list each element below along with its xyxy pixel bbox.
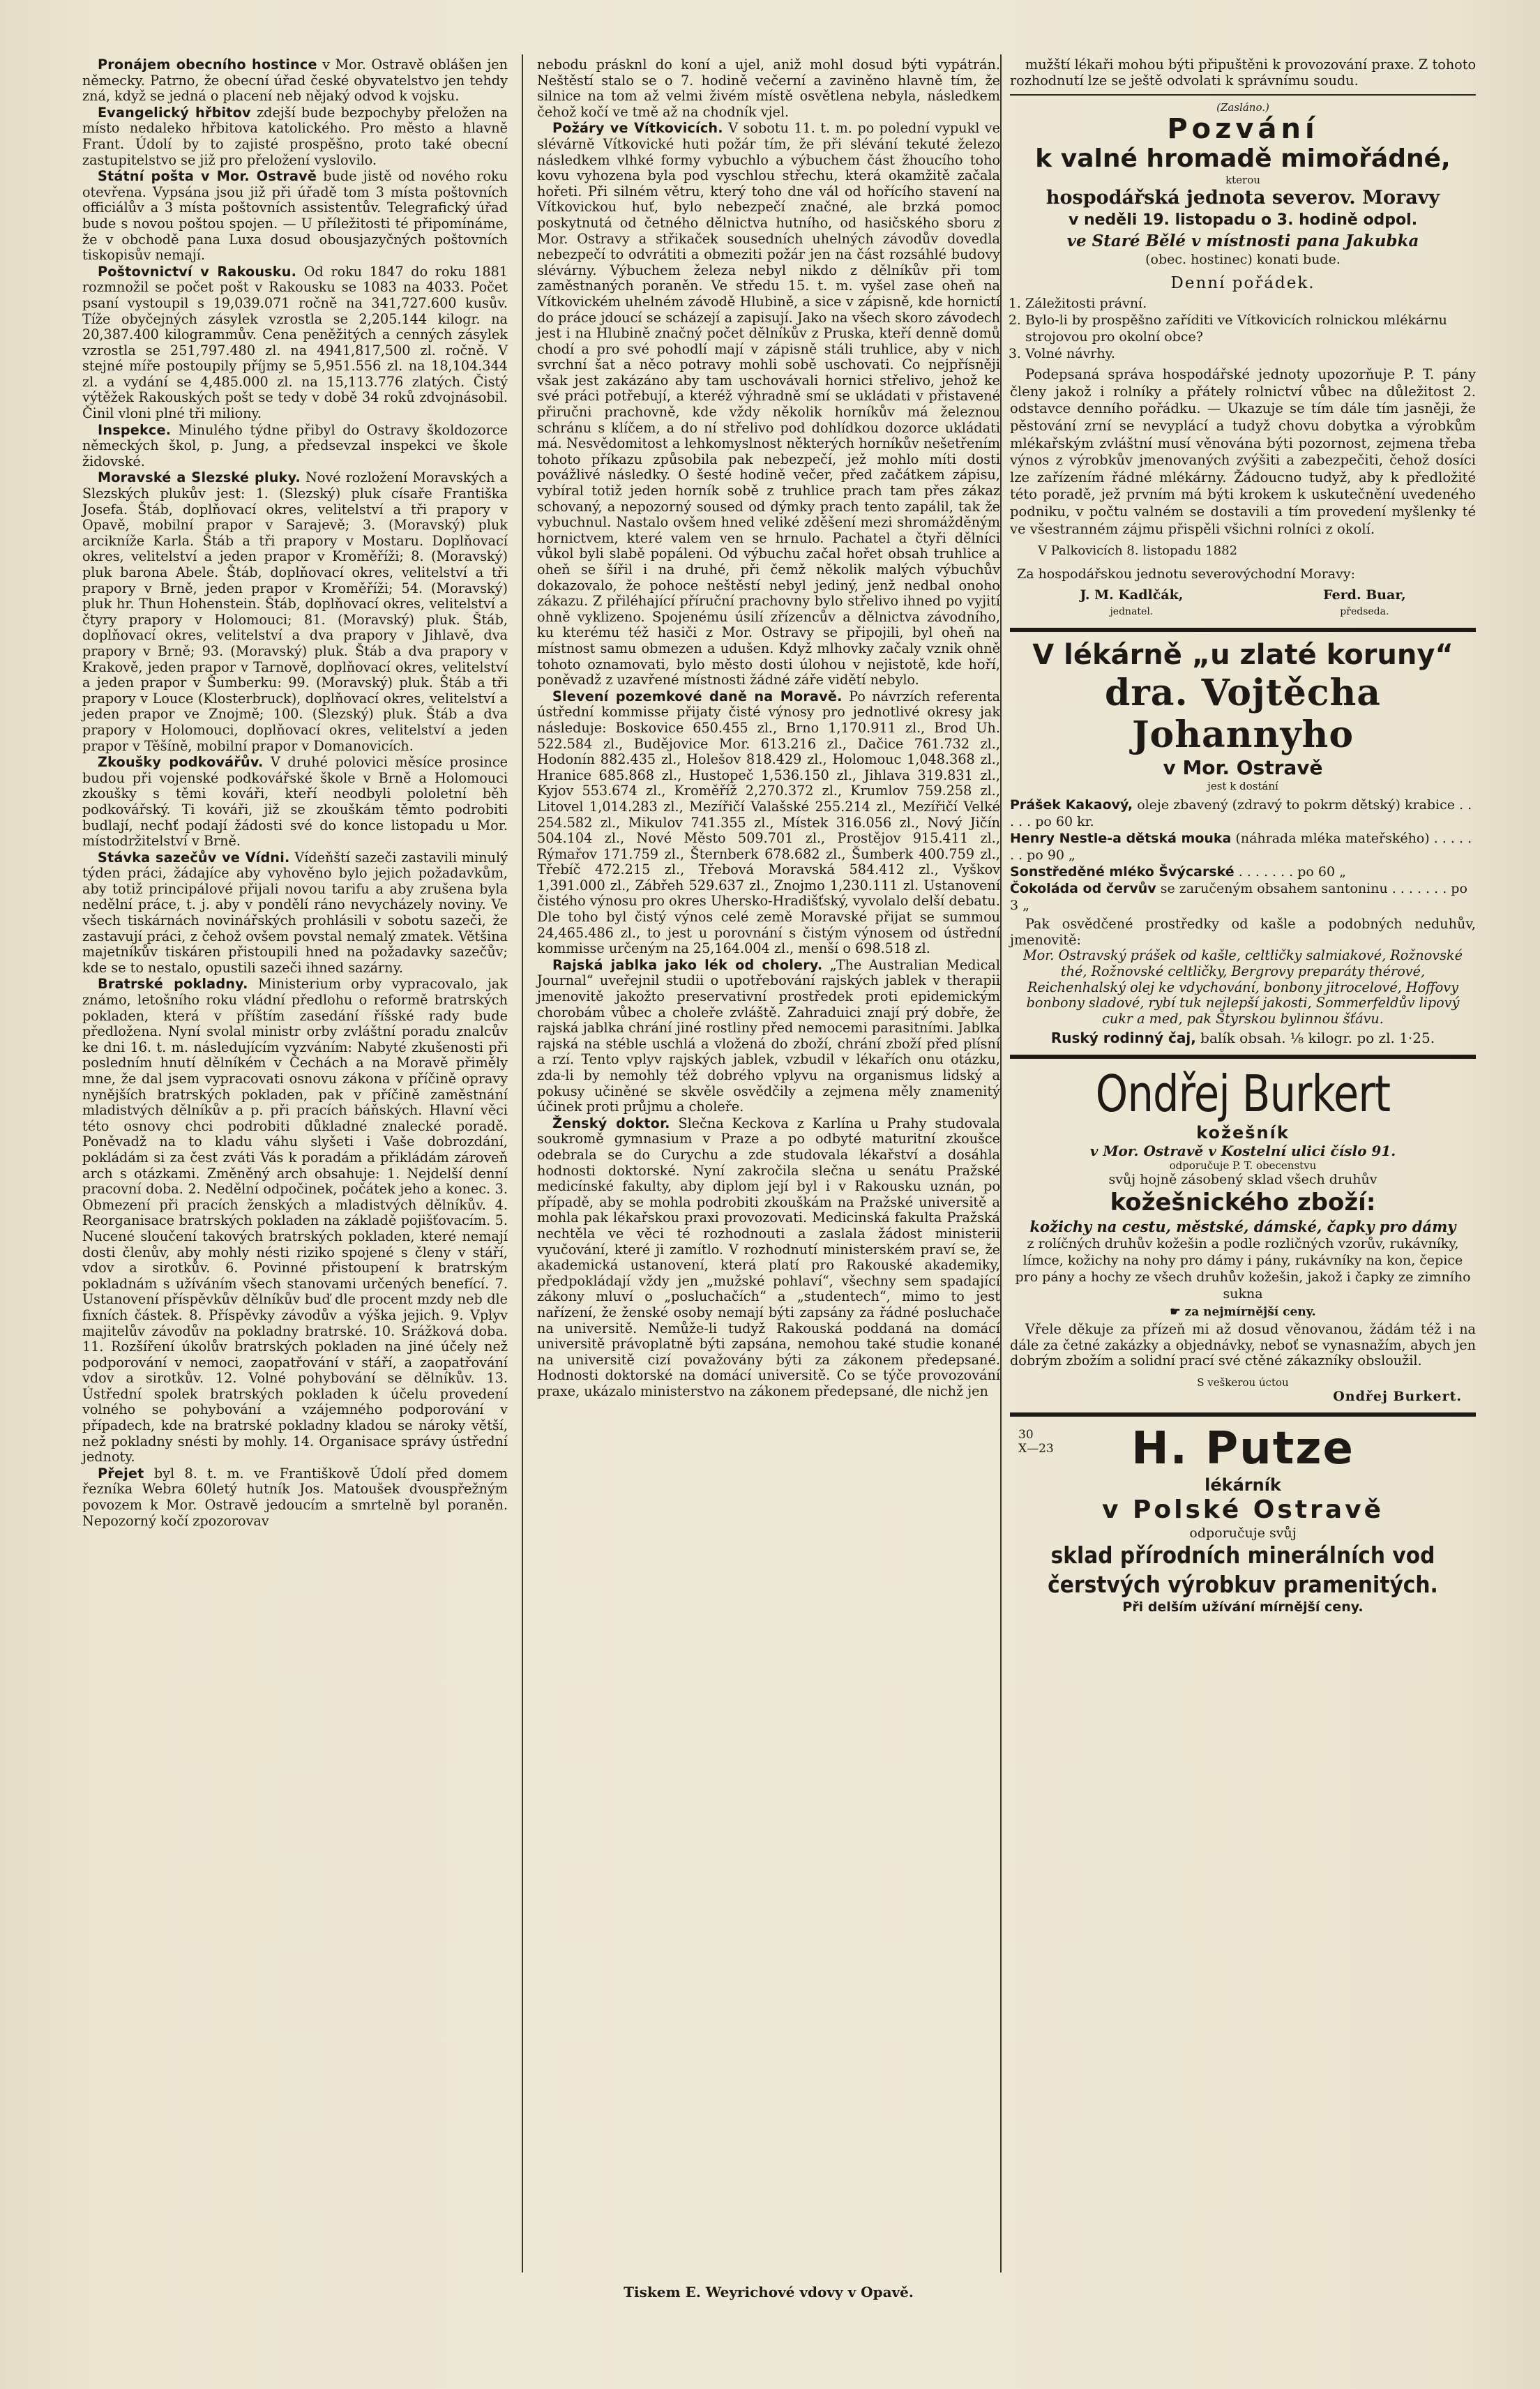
column-3 bbox=[1010, 57, 1476, 1615]
article-continuation: mužští lékaři mohou býti připuštěni k provozování praxe. Z tohoto rozhodnutí lze se ještě odvolati k správnímu soudu. bbox=[1010, 56, 1476, 89]
divider bbox=[1010, 1412, 1476, 1417]
burkert-rec: odporučuje P. T. obecenstvu bbox=[1169, 1159, 1317, 1173]
burkert-ad bbox=[1010, 1064, 1476, 1404]
article-headline: Zkoušky podkovářův. bbox=[98, 754, 264, 771]
article-body: Vídeňští sazeči zastavili minulý týden práci, žádajíce aby vyhověno bylo jejich požadavkům, aby totiž principálové přijali novou tarifu a aby zrušena byla nedělní práce, t. j. aby v pondělí ráno nevycházely noviny. Ve všech tiskárnách novinářských prohlásili v sobotu sazeči, že zastavují práci, z čehož ovšem povstal nemalý zmatek. Většina majetníkův tiskáren přistoupili hned na požadavky sazečův; kde se to nestalo, opustili sazeči ihned sazárny. bbox=[82, 849, 508, 976]
item-name: Prášek Kakaový, bbox=[1010, 797, 1133, 813]
putze-rec: odporučuje svůj bbox=[1189, 1525, 1297, 1542]
invite-org: hospodářská jednota severov. Moravy bbox=[1045, 187, 1440, 209]
pharmacy-ad bbox=[1010, 638, 1476, 1046]
article-headline: Pronájem obecního hostince bbox=[98, 56, 317, 73]
sig1-role: jednatel. bbox=[1110, 606, 1154, 618]
article bbox=[82, 1466, 508, 1529]
printer-footer: Tiskem E. Weyrichové vdovy v Opavě. bbox=[624, 2284, 914, 2300]
column-rule-1 bbox=[522, 54, 523, 2273]
article-body: Ministerium orby vypracovalo, jak známo, letošního roku vládní předlohu o reformě bratrských pokladen, která v příštím zasedání říšské rady bude předložena. Nyní svolal ministr orby zvláštní poradu znalcův ke dni 16. t. m. následujícím vyzváním: Nabyté zkušenosti při posledním hnutí dělníkém v Čechách a na Moravě přiměly mne, že dal jsem vypracovati osnovu zákona v příčině opravy nynějších bratrských pokladen, pak v příčině zaměstnání mladistvých dělníkův a p. při pracích báňských. Hlavní věci této osnovy chci podrobiti důkladné znalecké poradě. Poněvadž na to kladu váhu slyšeti i Vaše dobrozdání, pokládám si za čest zváti Vás k poradám a přikládám zároveň arch s otázkami. Změněný arch obsahuje: 1. Nejdelší denní pracovní doba. 2. Nedělní odpočinek, počátek jeho a konec. 3. Obmezení při pracích ženských a mladistvých dělníkův. 4. Reorganisace bratrských pokladen na základě pojišťovacím. 5. Nucené sloučení takových bratrských pokladen, které nemají dosti členův, aby mohly nésti riziko spojené s členy v stáří, vdov a sirotkův. 6. Povinné přistoupení k bratrským pokladnám s užíváním všech stanovami určených benefící. 7. Ustanovení příspěvkův dělníkův buď dle procent mzdy neb dle fixních částek. 8. Příspěvky závodův a výška jejich. 9. Vplyv majitelův závodův na pokladny bratrské. 10. Srážková doba. 11. Rozšíření úkolův bratrských pokladen na jiné účely než podporování v nemoci, zaopatřování v stáří, a zaopatřování vdov a sirotkův. 12. Volné pohybování se dělníkův. 13. Ústřední spolek bratrských pokladen k účelu provedení volného se pohybování a vzájemného podporování v případech, kde na bratrské pokladny kladou se nároky větší, než pokladny snésti by mohly. 14. Organisace správy ústřední jednoty. bbox=[82, 976, 508, 1465]
burkert-regards: S veškerou úctou bbox=[1197, 1376, 1289, 1389]
pharmacy-sub: jest k dostání bbox=[1207, 780, 1278, 793]
tea-name: Ruský rodinný čaj, bbox=[1050, 1030, 1196, 1047]
invite-closing: Za hospodářskou jednotu severovýchodní Moravy: bbox=[1017, 566, 1356, 582]
sig2-role: předseda. bbox=[1340, 606, 1389, 618]
article-body: v Mor. Ostravě oblášen jen německy. Patrno, že obecní úřad české obyvatelstvo jen tehdy zná, když se jedná o placení neb nějaký odvod k vojsku. bbox=[82, 56, 508, 105]
putze-code: 30 X—23 bbox=[1018, 1428, 1054, 1456]
article-body: Po návrzích referenta ústřední kommisse přijaty čisté výnosy pro jednotlivé okresy jak následuje: Boskovice 650.455 zl., Brno 1,170.911 zl., Brod Uh. 522.584 zl., Budějovice Mor. 613.216 zl., Dačice 761.732 zl., Hodonín 882.435 zl., Holešov 818.429 zl., Holomouc 1,048.368 zl., Hranice 685.868 zl., Hustopeč 1,536.150 zl., Jihlava 319.831 zl., Kyjov 553.674 zl., Kroměříž 2,270.372 zl., Krumlov 759.258 zl., Litovel 1,014.283 zl., Mezířičí Valašské 255.214 zl., Mezířičí Velké 254.582 zl., Mikulov 741.355 zl., Místek 316.056 zl., Nový Jičín 504.104 zl., Nové Město 509.701 zl., Prostějov 915.411 zl., Rýmařov 171.759 zl., Šternberk 678.682 zl., Šumberk 400.759 zl., Třebíč 472.215 zl., Třebová Moravská 584.412 zl., Vyškov 1,391.000 zl., Zábřeh 529.637 zl., Znojmo 1,230.111 zl. Ustanovení čistého výnosu pro okres Uhersko-Hradišťský, vyvolalo delší debatu. Dle toho byl čistý výnos celé země Moravské přijat se summou 24,465.486 zl., to jest u porovnání s čistým výnosem od ústřední kommisse určeným na 25,164.004 zl., menší o 698.518 zl. bbox=[537, 688, 1000, 957]
item-price: 90 „ bbox=[1047, 847, 1075, 864]
article bbox=[82, 977, 508, 1465]
article-headline: Požáry ve Vítkovicích. bbox=[552, 120, 723, 137]
item-desc: oleje zbavený (zdravý to pokrm dětský) krabice . . . . . po bbox=[1010, 797, 1472, 830]
article-body: nebodu prásknl do koní a ujel, aniž mohl dosud býti vypátrán. Neštěstí stalo se o 7. hodině večerní a zaviněno hlavně tím, že silnice na tom až velmi živém místě osvětlena nebyla, následkem čehož kočí ve tmě až na chodník vjel. bbox=[537, 56, 1000, 120]
burkert-hand: za nejmírnější ceny. bbox=[1184, 1305, 1316, 1320]
burkert-trade: kožešník bbox=[1196, 1123, 1290, 1143]
column-1 bbox=[82, 57, 508, 1530]
article bbox=[82, 850, 508, 977]
pharmacy-place: v Mor. Ostravě bbox=[1163, 756, 1323, 780]
invite-subtitle: k valné hromadě mimořádné, bbox=[1035, 144, 1451, 174]
column-2 bbox=[537, 57, 1000, 1400]
invite-note: (obec. hostinec) konati bude. bbox=[1145, 252, 1341, 268]
invite-dateline: V Palkovicích 8. listopadu 1882 bbox=[1038, 543, 1238, 559]
invite-title: Pozvání bbox=[1167, 113, 1319, 146]
pharmacy-item bbox=[1010, 830, 1476, 864]
item-name: Sonstředěné mléko Švýcarské bbox=[1010, 864, 1235, 880]
invite-when: v neděli 19. listopadu o 3. hodině odpol. bbox=[1068, 211, 1418, 229]
item-desc: se zaručeným obsahem santoninu . . . . . . . po bbox=[1160, 881, 1467, 897]
burkert-goods: kožešnického zboží: bbox=[1110, 1189, 1376, 1217]
item-desc: . . . . . . . po bbox=[1238, 864, 1314, 880]
invite-kterou: kterou bbox=[1225, 174, 1260, 187]
signatures bbox=[1010, 587, 1476, 618]
article-headline: Moravské a Slezské pluky. bbox=[98, 469, 301, 486]
article bbox=[537, 57, 1000, 120]
burkert-text2: z rolíčných druhův kožešin a podle rozličných vzorův, rukávníky, límce, kožichy na nohy pro dámy i pány, rukávníky na kon, čepice pro pány a hochy ze všech druhův kožešin, jakož i čapky ze zimního sukna bbox=[1015, 1236, 1471, 1302]
article-headline: Přejet bbox=[98, 1465, 144, 1482]
article-headline: Rajská jablka jako lék od cholery. bbox=[552, 956, 823, 973]
article bbox=[82, 423, 508, 470]
burkert-text1: kožichy na cestu, městské, dámské, čapky pro dámy bbox=[1029, 1218, 1456, 1236]
sig1-name: J. M. Kadlčák, bbox=[1080, 587, 1184, 603]
article-headline: Poštovnictví v Rakousku. bbox=[98, 263, 297, 280]
article-body: bude jistě od nového roku otevřena. Vypsána jsou již při úřadě tom 3 místa poštovních officiálův a 3 místa poštovních assistentův. Telegrafický úřad bude s novou poštou spojen. — U příležitosti té připomínáme, že v obchodě pana Luxa dosud obousjazyčných poštovních tiskopisův nemají. bbox=[82, 168, 508, 264]
agenda-item: 1. Záležitosti právní. bbox=[1025, 295, 1476, 312]
putze-name: H. Putze bbox=[1131, 1423, 1354, 1475]
article bbox=[537, 958, 1000, 1115]
signature-2 bbox=[1323, 587, 1406, 618]
burkert-hand-line bbox=[1010, 1305, 1476, 1319]
putze-place: v Polské Ostravě bbox=[1102, 1495, 1384, 1525]
article-body: byl 8. t. m. ve Františkově Údolí před domem řezníka Webra 60letý hutník Jos. Matoušek dvouspřežným povozem k Mor. Ostravě jedoucím a smrtelně byl poraněn. Nepozorný kočí zpozorovav bbox=[82, 1465, 508, 1529]
burkert-name: Ondřej Burkert bbox=[1095, 1064, 1391, 1124]
item-price: 60 „ bbox=[1318, 864, 1346, 880]
pharmacy-line1: V lékárně „u zlaté koruny“ bbox=[1032, 639, 1454, 672]
item-price: 60 kr. bbox=[1055, 814, 1094, 830]
item-desc: (náhrada mléka mateřského) . . . . . . . po bbox=[1010, 831, 1472, 864]
divider bbox=[1010, 1055, 1476, 1059]
article bbox=[82, 105, 508, 168]
article-body: Slečna Keckova z Karlína u Prahy studovala soukromě gymnasium v Praze a po odbyté maturitní zkoušce odebrala se do Curychu a zde studovala lékařství a dosáhla hodnosti doktorské. Nyní zakročila slečna u senátu Pražské medicínské fakulty, aby diplom její byl i v Rakousku uznán, po případě, aby se mohla podrobiti zkouškám na Pražské universitě a mohla pak lékařskou praxi provozovati. Medicinská fakulta Pražská nechtěla ve věci té rozhodnouti a zaslala žádost ministerii vyučování, které ji zamítlo. V rozhodnutí ministerském praví se, že akademická ustanovení, která platí pro Rakouské akademiky, předpokládají vždy jen „mužské pohlaví“, všechny sem spadající zákony mluví o „posluchačích“ a „studentech“, mimo to jest nařízení, že ženské osoby nemají býti zapsány za řádné posluchače na universitě. Nemůže-li tudyž Rakouská poddaná na domácí universitě právoplatně býti zapsána, nemohou také studie konané na universitě cizí považovány býti za zákonem předepsané. Hodnosti doktorské na domácí universitě. Co se týče provozování praxe, ukázalo ministerstvo na zákonem předepsané, dle nichž jen bbox=[537, 1115, 1000, 1399]
article-headline: Inspekce. bbox=[98, 421, 172, 438]
item-name: Henry Nestle-a dětská mouka bbox=[1010, 831, 1232, 847]
article bbox=[82, 169, 508, 264]
article bbox=[82, 470, 508, 754]
article-body: Od roku 1847 do roku 1881 rozmnožil se počet pošt v Rakousku se 1083 na 4033. Počet psaní vystoupil s 19,039.071 ročně na 341,727.600 kusův. Tíže obyčejných zásylek vzrostla se 2,205.144 kilogr. na 20,387.400 kilogrammův. Cena peněžitých a cenných zásylek vzrostla se 251,797.480 zl. na 4941,817,500 zl. ročně. V stejné míře postoupily příjmy se 5,951.556 zl. na 18,104.344 zl. a vydání se 4,485.000 zl. na 15,113.776 zlatých. Čistý výtěžek Rakouských pošt se tedy v době 34 roků zdvojnásobil. Činil vloni plné tři miliony. bbox=[82, 263, 508, 422]
putze-ad bbox=[1010, 1422, 1476, 1615]
column-rule-2 bbox=[1000, 54, 1002, 2273]
invite-text: Podepsaná správa hospodářské jednoty upozorňuje P. T. pány členy jakož i rolníky a přátely rolnictví vůbec na důležitost 2. odstavce denního pořádku. — Ukazuje se tím dále tím jasněji, že pěstování zrní se nevyplácí a tudyž chovu dobytka a výrobkům mlékařským zvláštní musí věnována býti pozornost, zejmena třeba výnos z výrobkův jmenovaných zvýšiti a zabezpečiti, čehož dosíci lze zařízením řádné mlékárny. Žádoucno tudyž, aby k předložité této poradě, jež prvním má býti krokem k uskutečnění uvedeného podniku, v počtu valném se dostavili a tím provedení myšlenky té ve všestranném zájmu přispěli všichni rolníci z okolí. bbox=[1010, 366, 1476, 537]
article bbox=[537, 1116, 1000, 1400]
article-headline: Státní pošta v Mor. Ostravě bbox=[98, 168, 317, 185]
article-body: zdejší bude bezpochyby přeložen na místo nedaleko hřbitova katolického. Pro město a hlavně Frant. Údolí by to zajisté prospěšno, proto také obecní zastupitelstvo se již pro přeložení vyslovilo. bbox=[82, 104, 508, 168]
burkert-thanks: Vřele děkuje za přízeň mi až dosud věnovanou, žádám též i na dále za četné zakázky a objednávky, neboť se vynasnažím, abych jen dobrým zbožím a solidní prací své ctěné zákazníky obsloužil. bbox=[1010, 1321, 1476, 1369]
pharmacy-item bbox=[1010, 797, 1476, 830]
putze-line2: čerstvých výrobkuv pramenitých. bbox=[1048, 1571, 1438, 1599]
pharmacy-product-list: Mor. Ostravský prášek od kašle, celtličky salmiakové, Rožnovské thé, Rožnovské celtličky, Bergrovy preparáty thérové, Reichenhalský olej ke vdychování, bonbony jitrocelové, Hoffovy bonbony sladové, rybí tuk nejlepší jakosti, Sommerfeldův lipový cukr a med, pak Štyrskou bylinnou šťávu. bbox=[1023, 947, 1463, 1027]
article-body: Nové rozložení Moravských a Slezských plukův jest: 1. (Slezský) pluk císaře Františka Josefa. Štáb, doplňovací okres, velitelství a tři prapory v Opavě, mobilní prapor v Sarajevě; 3. (Moravský) pluk arcikníže Karla. Štáb a tři prapory v Mostaru. Doplňovací okres, velitelství a jeden prapor v Kroměříži; 8. (Moravský) pluk barona Abele. Štáb, doplňovací okres, velitelství a tři prapory v Brně, jeden prapor v Kroměříži; 54. (Moravský) pluk hr. Thun Hohenstein. Štáb, doplňovací okres, velitelství a čtyry prapory v Holomouci; 81. (Moravský) pluk. Štáb, doplňovací okres, velitelství a dva prapory v Jihlavě, dva prapory v Brně; 93. (Moravský) pluk. Štáb a dva prapory v Krakově, jeden prapor v Tarnově, doplňovací okres, velitelství a jeden prapor v Šumberku: 99. (Moravský) pluk. Štáb a tři prapory v Louce (Klosterbruck), doplňovací okres, velitelství a jeden prapor ve Znojmě; 100. (Slezský) pluk. Štáb a dva prapory v Holomouci, doplňovací okres, velitelství a jeden prapor v Těšíně, mobilní prapor v Domanovicích. bbox=[82, 469, 508, 754]
sig2-name: Ferd. Buar, bbox=[1323, 587, 1406, 603]
tea-desc: balík obsah. ⅛ kilogr. po zl. 1·25. bbox=[1200, 1030, 1435, 1047]
agenda-title: Denní pořádek. bbox=[1170, 274, 1315, 293]
article-body: V druhé polovici měsíce prosince budou při vojenské podkovářské škole v Brně a Holomouci zkoušky s těmi kováři, kteří neodbyli pololetní běh podkovářský. Ti kováři, již se zkouškám těmto podrobiti budlají, nechť podají žádosti své do konce listopadu u Mor. místodržitelství v Brně. bbox=[82, 754, 508, 850]
article-headline: Slevení pozemkové daně na Moravě. bbox=[552, 688, 843, 704]
article bbox=[82, 264, 508, 422]
hand-pointer-icon: ☛ bbox=[1170, 1305, 1181, 1320]
agenda-item: 3. Volné návrhy. bbox=[1025, 345, 1476, 362]
article-headline: Bratrské pokladny. bbox=[98, 976, 248, 993]
pharmacy-tea bbox=[1010, 1030, 1476, 1046]
article-body: „The Australian Medical Journal“ uveřejnil studii o upotřebování rajských jablek v therapii jmenovitě jakožto preservativní prostředek proti epidemickým chorobám vůbec a choleře zvláště. Zahraduici znají prý dobře, že rajská jablka chrání jiné rostliny před nemocemi parasitními. Jablka rajská na stéble uschlá a vložená do zboží, chrání zboží před plísní a rzí. Tento vplyv rajských jablek, vzbudil v lékařích onu otázku, zda-li by nemohly též dobrého vplyvu na organismus lidský a pokusy učiněné se skvěle osvědčily a zejmena měly znamenitý účinek proti průjmu a choleře. bbox=[537, 956, 1000, 1115]
article-body: Minulého týdne přibyl do Ostravy školdozorce německých škol, p. Jung, a předsevzal inspekci ve škole židovské. bbox=[82, 421, 508, 469]
article-headline: Evangelický hřbitov bbox=[98, 104, 251, 121]
putze-trade: lékárník bbox=[1205, 1475, 1281, 1495]
agenda-item: 2. Bylo-li by prospěšno zaříditi ve Vítkovicích rolnickou mlékárnu strojovou pro okolní obce? bbox=[1025, 312, 1476, 345]
item-name: Čokoláda od červův bbox=[1010, 881, 1156, 897]
putze-line1: sklad přírodních minerálních vod bbox=[1050, 1542, 1435, 1569]
item-price: 3 „ bbox=[1010, 898, 1029, 914]
agenda-list bbox=[1010, 295, 1476, 362]
zaslano-label: (Zasláno.) bbox=[1216, 101, 1269, 114]
invitation-ad bbox=[1010, 101, 1476, 618]
burkert-sign: Ondřej Burkert. bbox=[1333, 1389, 1462, 1405]
pharmacy-name: dra. Vojtěcha Johannyho bbox=[1105, 672, 1381, 757]
burkert-rec2: svůj hojně zásobený sklad všech druhův bbox=[1108, 1172, 1377, 1188]
divider bbox=[1010, 94, 1476, 96]
article bbox=[537, 121, 1000, 688]
pharmacy-text: Pak osvědčené prostředky od kašle a podobných neduhův, jmenovitě: bbox=[1010, 916, 1476, 948]
article-headline: Stávka sazečův ve Vídni. bbox=[98, 849, 290, 866]
signature-1 bbox=[1080, 587, 1183, 618]
invite-where: ve Staré Bělé v místnosti pana Jakubka bbox=[1066, 232, 1419, 251]
article bbox=[82, 57, 508, 105]
article-body: V sobotu 11. t. m. po polední vypukl ve slévárně Vítkovické huti požár tím, že při slévání tekuté železo následkem vlhké formy vybuchlo a výbuchem část žhoucího toho kovu vyhozena byla pod vyschlou střechu, která okamžitě začala hořeti. Při silném větru, který toho dne vál od hořícího stavení na Vítkovickou huť, bylo nebezpečí značné, ale brzká pomoc poskytnutá od četného dělnictva hutního, od hasičského sboru z Mor. Ostravy a střikaček sousedních uhelných závodův dovedla nebezpečí to odvrátiti a obmeziti požár jen na část rozsáhlé budovy slévárny. Výbuchem železa nebyl nikdo z dělníkův při tom zaměstnaných poraněn. Ve středu 15. t. m. vyšel zase oheň na Vítkovickém uhelném závodě Hlubině, a sice v zápisně, kde hornictí do práce jdoucí se scházejí a zapisují. Jako na všech skoro závodech jest i na Hlubině značný počet dělníkův z Pruska, kteří denně domů chodí a pro své pohodlí mají v zápisně stáli truhlice, aby v nich svrchní šat a něco potravy mohli sobě uschovati. Co nejpřísněji však jest zakázáno aby tam uschovávali hornici střelivo, jehož ke své práci potřebují, a kteréž výhradně smí se ukládati v přistavené přiručni prachovně, kde vždy několik horníkův má železnou schránu s klíčem, a do ní střelivo pod dohlídkou dozorce ukládati má. Nesvědomitost a lehkomyslnost některých horníkův nešetřením tohoto příkazu způsobila pak nebezpečí, jež mohlo míti dosti povážlivé následky. O šesté hodině večer, před začátkem zápisu, vybíral totiž jeden horník sobě z truhlice prach tam přes zákaz schovaný, a nepozorný soused od dýmky prach tento zapálil, tak že vybuchnul. Nastalo ovšem hned veliké zděšení mezi shromážděným hornictvem, které valem ven se hrnulo. Pachatel a čtyři dělníci vůkol byli slabě popáleni. Od výbuchu začal hořet obsah truhlice a oheň se šířil i na druhé, při čemž několik malých výbuchův dokazovalo, že pohoce neštěstí nebyl jediný, jenž nedbal onoho zákazu. Z přiléhající příruční prachovny bylo střelivo ihned po vyjití ohně vyklizeno. Spojenému úsilí zřízencův a dělnictva závodního, ku kterému též hasiči z Mor. Ostravy se připojili, byl oheň na místnost samu obmezen a udušen. Když mlhovky začaly vznik ohně tohoto oznamovati, bylo město dosti úlohou v nejistotě, kde hoří, poněvadž z uzavřené místnosti žádné záře vidětí nebylo. bbox=[537, 120, 1000, 688]
article-headline: Ženský doktor. bbox=[552, 1115, 670, 1131]
article bbox=[537, 689, 1000, 957]
burkert-address: v Mor. Ostravě v Kostelní ulici číslo 91. bbox=[1089, 1143, 1396, 1160]
putze-note: Při delším užívání mírnější ceny. bbox=[1122, 1599, 1364, 1615]
pharmacy-item bbox=[1010, 864, 1476, 880]
divider bbox=[1010, 628, 1476, 632]
article bbox=[82, 755, 508, 850]
pharmacy-item bbox=[1010, 880, 1476, 914]
